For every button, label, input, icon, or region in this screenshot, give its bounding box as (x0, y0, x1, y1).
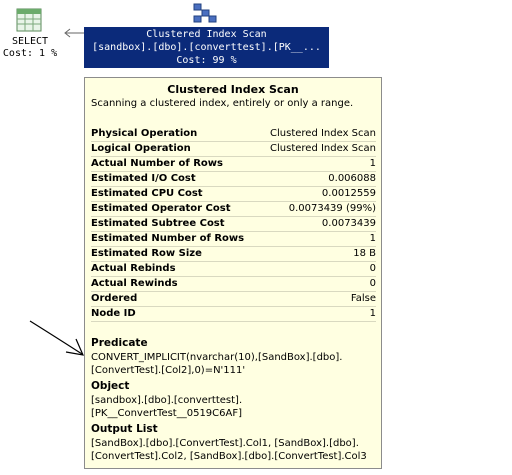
operator-tooltip (84, 77, 382, 469)
hand-drawn-arrow-icon (26, 318, 90, 360)
property-value: 1 (369, 308, 376, 319)
property-row (91, 157, 376, 172)
property-label: Estimated CPU Cost (91, 188, 203, 199)
output-list-text (91, 437, 381, 463)
property-label: Physical Operation (91, 128, 198, 139)
object-text (91, 394, 381, 420)
property-label: Logical Operation (91, 143, 191, 154)
property-label: Estimated Row Size (91, 248, 202, 259)
select-node-title: SELECT (11, 36, 49, 47)
tooltip-description: Scanning a clustered index, entirely or only a range. (91, 98, 354, 109)
select-node-label[interactable] (0, 36, 60, 60)
property-row (91, 187, 376, 202)
property-row (91, 202, 376, 217)
clustered-index-scan-icon[interactable] (191, 2, 219, 26)
output-list-line: [SandBox].[dbo].[ConvertTest].Col1, [SandBox].[dbo]. (91, 438, 359, 449)
predicate-line: [ConvertTest].[Col2],0)=N'111' (91, 365, 246, 376)
object-heading: Object (91, 380, 130, 392)
property-label: Actual Rebinds (91, 263, 176, 274)
select-node-cost: Cost: 1 % (2, 48, 58, 59)
property-row (91, 247, 376, 262)
property-value: 0.006088 (328, 173, 376, 184)
property-value: 0.0012559 (321, 188, 376, 199)
property-label: Actual Number of Rows (91, 158, 223, 169)
property-label: Estimated Subtree Cost (91, 218, 225, 229)
property-label: Actual Rewinds (91, 278, 178, 289)
clustered-index-scan-node[interactable] (84, 27, 329, 68)
property-label: Estimated Operator Cost (91, 203, 231, 214)
properties-table (91, 127, 376, 322)
property-value: Clustered Index Scan (270, 143, 376, 154)
scan-node-title: Clustered Index Scan (146, 29, 267, 40)
property-row (91, 217, 376, 232)
property-label: Ordered (91, 293, 138, 304)
property-label: Estimated I/O Cost (91, 173, 196, 184)
scan-node-object: [sandbox].[dbo].[converttest].[PK__... (92, 42, 321, 53)
property-row (91, 172, 376, 187)
property-value: False (350, 293, 376, 304)
property-value: 0 (369, 263, 376, 274)
property-value: 0 (369, 278, 376, 289)
predicate-text (91, 351, 381, 377)
predicate-heading: Predicate (91, 337, 148, 349)
predicate-line: CONVERT_IMPLICIT(nvarchar(10),[SandBox].[dbo]. (91, 352, 343, 363)
property-value: 1 (369, 158, 376, 169)
table-grid-icon[interactable] (16, 8, 42, 32)
property-value: 0.0073439 (321, 218, 376, 229)
property-value: 1 (369, 233, 376, 244)
scan-node-cost: Cost: 99 % (176, 55, 237, 66)
property-value: 18 B (353, 248, 376, 259)
property-label: Estimated Number of Rows (91, 233, 245, 244)
output-list-heading: Output List (91, 423, 158, 435)
output-list-line: [ConvertTest].Col2, [SandBox].[dbo].[ConvertTest].Col3 (91, 451, 367, 462)
property-row (91, 142, 376, 157)
property-row (91, 232, 376, 247)
flow-arrow-icon (62, 26, 86, 40)
tooltip-title: Clustered Index Scan (167, 83, 299, 96)
object-line: [sandbox].[dbo].[converttest]. (91, 395, 243, 406)
property-row (91, 307, 376, 322)
property-row (91, 262, 376, 277)
object-line: [PK__ConvertTest__0519C6AF] (91, 408, 243, 419)
property-row (91, 292, 376, 307)
property-row (91, 127, 376, 142)
property-value: 0.0073439 (99%) (288, 203, 376, 214)
property-value: Clustered Index Scan (270, 128, 376, 139)
property-label: Node ID (91, 308, 136, 319)
property-row (91, 277, 376, 292)
